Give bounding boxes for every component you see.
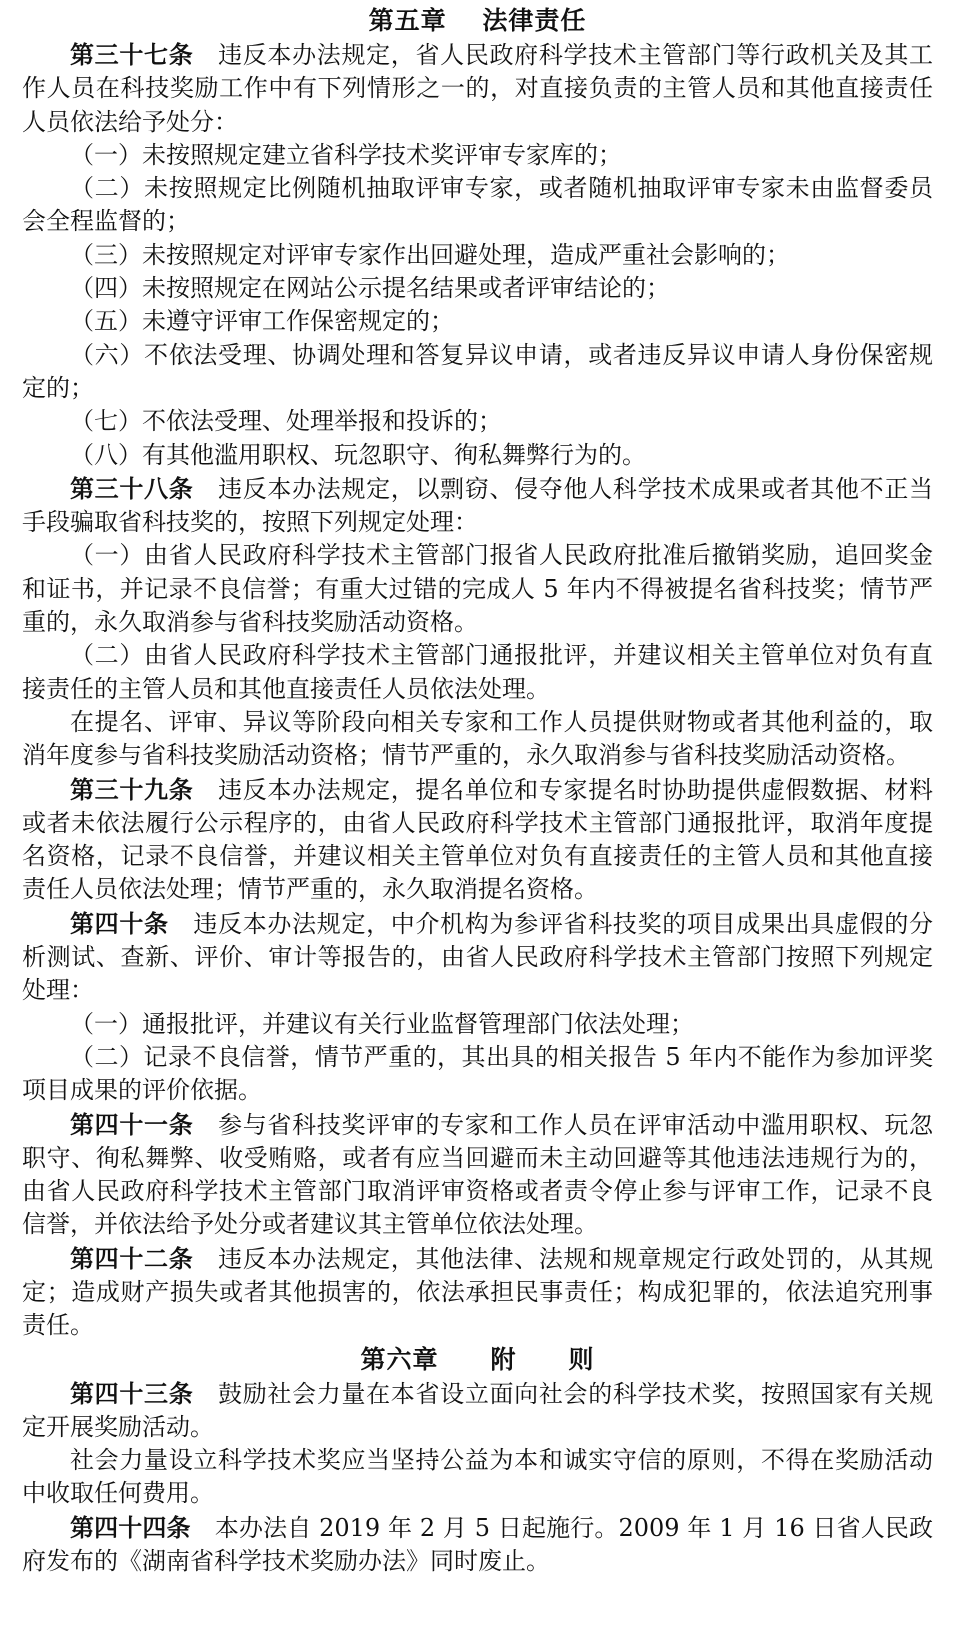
article-37-item-2: （二）未按照规定比例随机抽取评审专家，或者随机抽取评审专家未由监督委员会全程监督的；	[22, 174, 933, 236]
article-43	[22, 1377, 933, 1445]
article-40-text: 违反本办法规定，中介机构为参评省科技奖的项目成果出具虚假的分析测试、查新、评价、审计等报告的，由省人民政府科学技术主管部门按照下列规定处理：	[22, 909, 934, 1005]
article-40-item-1: （一）通报批评，并建议有关行业监督管理部门依法处理；	[70, 1009, 694, 1038]
article-37-item-4: （四）未按照规定在网站公示提名结果或者评审结论的；	[70, 274, 670, 303]
article-37-text: 违反本办法规定，省人民政府科学技术主管部门等行政机关及其工作人员在科技奖励工作中有下列情形之一的，对直接负责的主管人员和其他直接责任人员依法给予处分：	[22, 41, 934, 136]
article-40-item-2: （二）记录不良信誉，情节严重的，其出具的相关报告 5 年内不能作为参加评奖项目成果的评价依据。	[22, 1042, 933, 1105]
article-42-label: 第四十二条	[70, 1243, 194, 1273]
article-38	[22, 472, 933, 540]
article-41-label: 第四十一条	[70, 1109, 194, 1139]
article-37-item-3: （三）未按照规定对评审专家作出回避处理，造成严重社会影响的；	[70, 240, 790, 269]
article-37-item-7: （七）不依法受理、处理举报和投诉的；	[70, 407, 502, 436]
article-43-paragraph-2: 社会力量设立科学技术奖应当坚持公益为本和诚实守信的原则，不得在奖励活动中收取任何费用。	[22, 1446, 933, 1508]
article-44	[22, 1511, 933, 1579]
article-39-text: 违反本办法规定，提名单位和专家提名时协助提供虚假数据、材料或者未依法履行公示程序的，由省人民政府科学技术主管部门通报批评，取消年度提名资格，记录不良信誉，并建议相关主管单位对负有直接责任的主管人员和其他直接责任人员依法处理；情节严重的，永久取消提名资格。	[22, 775, 934, 904]
article-38-text: 违反本办法规定，以剽窃、侵夺他人科学技术成果或者其他不正当手段骗取省科技奖的，按照下列规定处理：	[22, 474, 934, 537]
article-39-label: 第三十九条	[70, 774, 194, 804]
article-38-paragraph-2: 在提名、评审、异议等阶段向相关专家和工作人员提供财物或者其他利益的，取消年度参与省科技奖励活动资格；情节严重的，永久取消参与省科技奖励活动资格。	[22, 707, 933, 770]
chapter-5-title: 第五章 法律责任	[368, 6, 587, 35]
article-37	[22, 38, 933, 139]
article-38-item-1: （一）由省人民政府科学技术主管部门报省人民政府批准后撤销奖励，追回奖金和证书，并记录不良信誉；有重大过错的完成人 5 年内不得被提名省科技奖；情节严重的，永久取消参与省科技奖励活动资格。	[22, 541, 933, 637]
article-37-item-8: （八）有其他滥用职权、玩忽职守、徇私舞弊行为的。	[70, 440, 646, 469]
article-42	[22, 1242, 933, 1343]
article-38-item-2: （二）由省人民政府科学技术主管部门通报批评，并建议相关主管单位对负有直接责任的主管人员和其他直接责任人员依法处理。	[22, 641, 933, 703]
article-37-item-5: （五）未遵守评审工作保密规定的；	[70, 307, 454, 336]
article-37-label: 第三十七条	[70, 40, 194, 69]
article-44-text: 本办法自 2019 年 2 月 5 日起施行。2009 年 1 月 16 日省人民政府发布的《湖南省科学技术奖励办法》同时废止。	[22, 1513, 934, 1576]
article-37-item-1: （一）未按照规定建立省科学技术奖评审专家库的；	[70, 140, 622, 169]
chapter-6-title: 第六章 附 则	[360, 1344, 595, 1374]
article-43-text: 鼓励社会力量在本省设立面向社会的科学技术奖，按照国家有关规定开展奖励活动。	[22, 1379, 934, 1441]
article-44-label: 第四十四条	[70, 1512, 191, 1542]
article-40	[22, 907, 933, 1008]
article-37-item-6: （六）不依法受理、协调处理和答复异议申请，或者违反异议申请人身份保密规定的；	[22, 340, 933, 402]
article-43-label: 第四十三条	[70, 1378, 194, 1408]
article-41	[22, 1108, 933, 1242]
article-39	[22, 773, 933, 907]
article-42-text: 违反本办法规定，其他法律、法规和规章规定行政处罚的，从其规定；造成财产损失或者其他损害的，依法承担民事责任；构成犯罪的，依法追究刑事责任。	[22, 1244, 934, 1340]
article-38-label: 第三十八条	[70, 473, 194, 503]
article-41-text: 参与省科技奖评审的专家和工作人员在评审活动中滥用职权、玩忽职守、徇私舞弊、收受贿赂，或者有应当回避而未主动回避等其他违法违规行为的，由省人民政府科学技术主管部门取消评审资格或者责令停止参与评审工作，记录不良信誉，并依法给予处分或者建议其主管单位依法处理。	[22, 1110, 934, 1239]
article-40-label: 第四十条	[70, 908, 169, 938]
